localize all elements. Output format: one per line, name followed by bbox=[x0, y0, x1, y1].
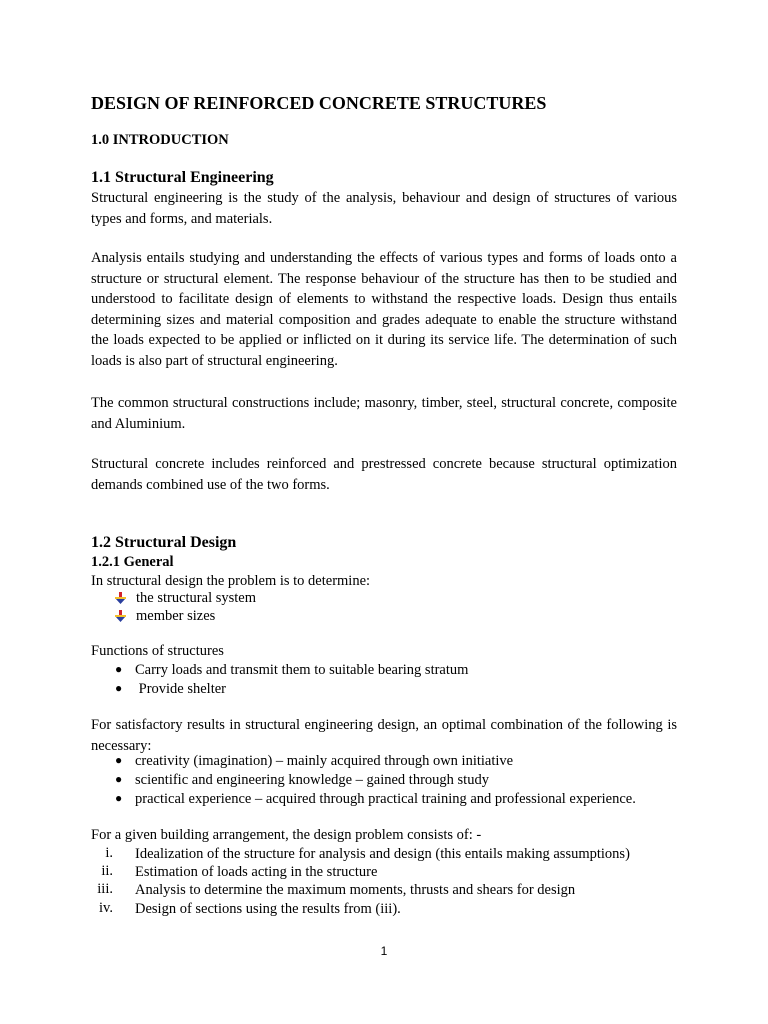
bullet-icon: ● bbox=[115, 791, 123, 805]
problem-intro: For a given building arrangement, the design problem consists of: - bbox=[91, 827, 482, 843]
list-item-text: Carry loads and transmit them to suitable bearing stratum bbox=[135, 662, 469, 678]
bullet-icon: ● bbox=[115, 681, 123, 695]
list-item-text: member sizes bbox=[136, 608, 216, 624]
list-item-number: iii. bbox=[97, 881, 113, 897]
functions-label: Functions of structures bbox=[91, 643, 224, 659]
list-item-number: iv. bbox=[99, 900, 113, 916]
subsection-heading-general: 1.2.1 General bbox=[91, 554, 174, 570]
section-heading-structural-design: 1.2 Structural Design bbox=[91, 534, 237, 551]
list-item-text: Provide shelter bbox=[135, 681, 227, 697]
list-item-number: i. bbox=[105, 845, 113, 861]
arrow-bullet-icon bbox=[114, 610, 128, 623]
determine-intro: In structural design the problem is to determine: bbox=[91, 573, 371, 589]
list-item-text: creativity (imagination) – mainly acquired through own initiative bbox=[135, 753, 514, 769]
page-number: 1 bbox=[380, 944, 388, 958]
list-item-text: the structural system bbox=[136, 590, 257, 606]
arrow-bullet-icon bbox=[114, 592, 128, 605]
list-item-text: practical experience – acquired through practical training and professional experience. bbox=[135, 791, 636, 807]
document-title: DESIGN OF REINFORCED CONCRETE STRUCTURES bbox=[91, 93, 547, 113]
bullet-icon: ● bbox=[115, 753, 123, 767]
list-item-text: Analysis to determine the maximum moments, thrusts and shears for design bbox=[135, 882, 576, 898]
list-item-text: Estimation of loads acting in the structure bbox=[135, 864, 378, 880]
bullet-icon: ● bbox=[115, 772, 123, 786]
list-item-number: ii. bbox=[101, 863, 113, 879]
paragraph-analysis: Analysis entails studying and understanding the effects of various types and forms of loads onto a structure or structural element. The response behaviour of the structure has then to be studied and understood to facilitate design of elements to withstand the respective loads. Design thus entails determining sizes and material composition and grades adequate to enable the structure withstand the loads expected to be applied or inflicted on it during its service life. The determination of such loads is also part of structural engineering. bbox=[91, 250, 677, 369]
satisfactory-intro: For satisfactory results in structural engineering design, an optimal combination of the following is necessary: bbox=[91, 717, 677, 754]
paragraph-definition: Structural engineering is the study of the analysis, behaviour and design of structures of various types and forms, and materials. bbox=[91, 190, 677, 227]
list-item-text: Design of sections using the results from (iii). bbox=[135, 901, 401, 917]
list-item-text: Idealization of the structure for analysis and design (this entails making assumptions) bbox=[135, 846, 630, 862]
bullet-icon: ● bbox=[115, 662, 123, 676]
intro-heading: 1.0 INTRODUCTION bbox=[91, 132, 229, 148]
list-item-text: scientific and engineering knowledge – gained through study bbox=[135, 772, 489, 788]
section-heading-structural-engineering: 1.1 Structural Engineering bbox=[91, 169, 274, 186]
paragraph-structural-concrete: Structural concrete includes reinforced and prestressed concrete because structural optimization demands combined use of the two forms. bbox=[91, 456, 677, 493]
paragraph-constructions: The common structural constructions include; masonry, timber, steel, structural concrete, composite and Aluminium. bbox=[91, 395, 677, 432]
